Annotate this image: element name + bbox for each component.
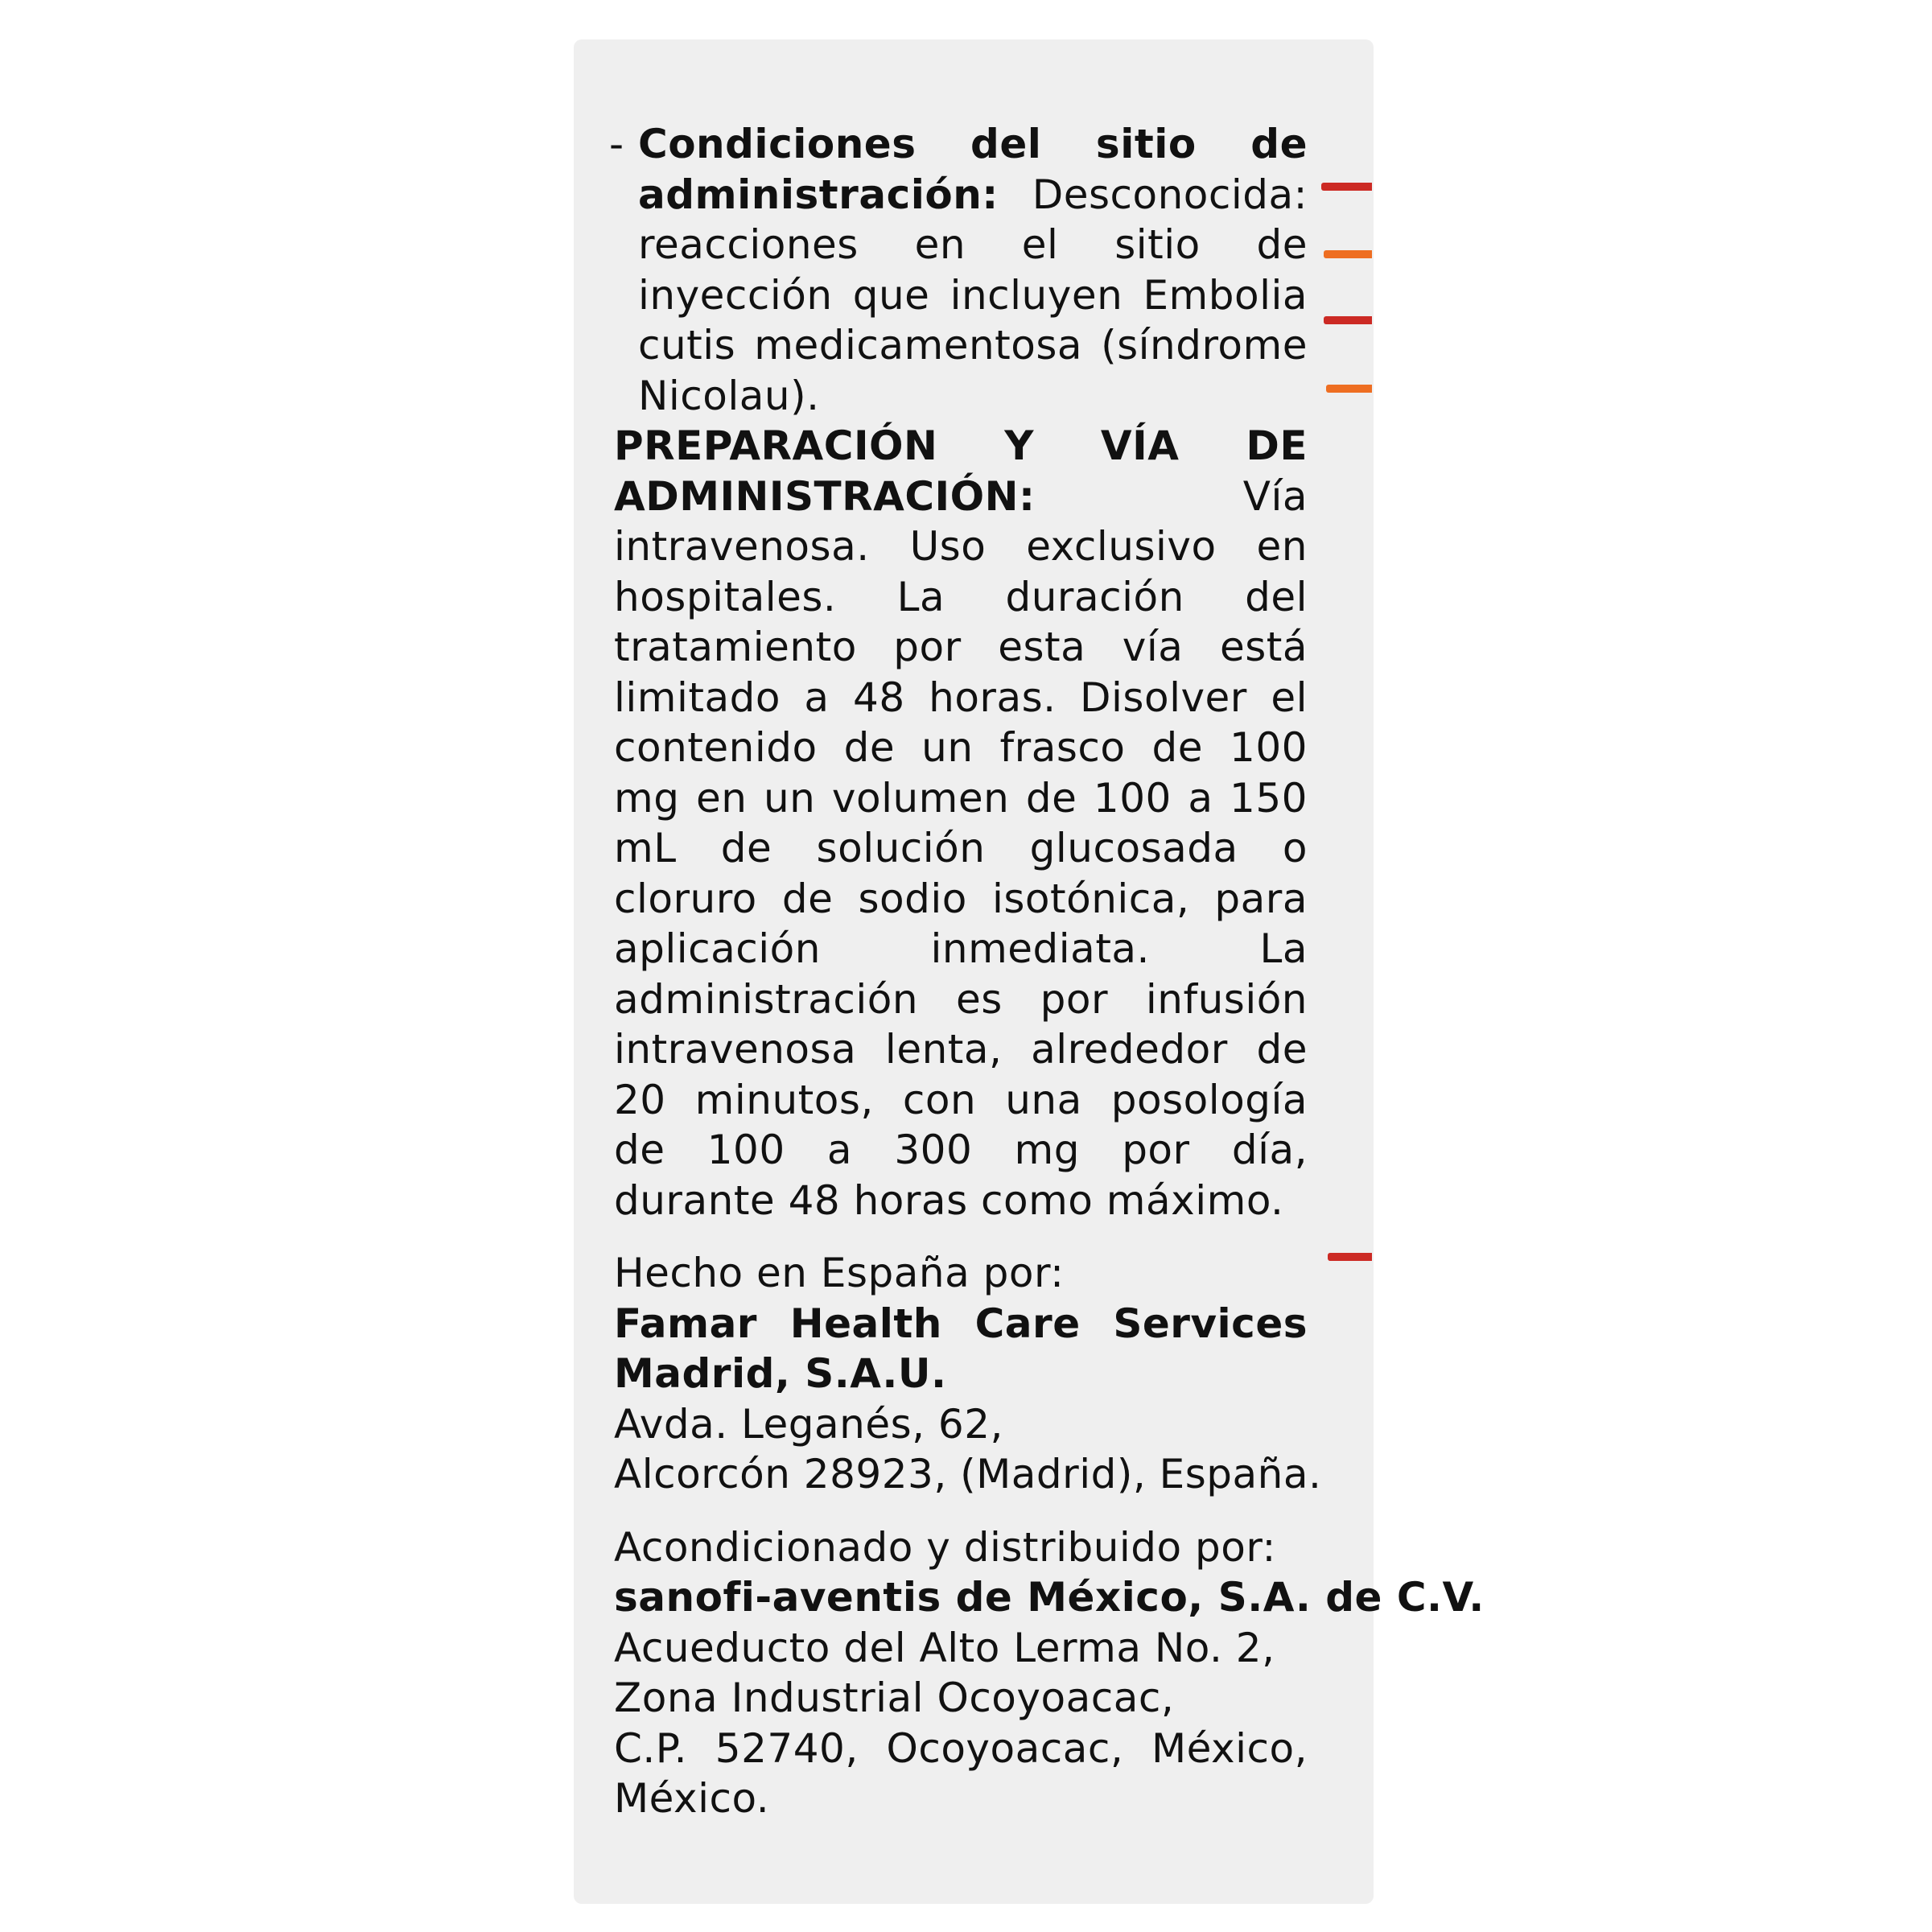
preparation-text: Vía intravenosa. Uso exclusivo en hospitales. La duración del tratamiento por esta vía está limitado a 48 horas. Disolver el contenido de un frasco de 100 mg en un volumen de 100 a 150 mL de solución glucosada o cloruro de sodio isotónica, para aplicación inmediata. La administración es por infusión intravenosa lenta, alrededor de 20 minutos, con una posología de 100 a 300 mg por día, durante 48 horas como máximo. [614,472,1308,1224]
bullet-dash: - [609,121,624,167]
site-conditions-text: Desconocida: reacciones en el sitio de inyección que incluyen Embolia cutis medicamentosa (síndrome Nicolau). [638,171,1308,419]
manufacturer-block [614,1248,1322,1500]
distributor-address-line: Zona Industrial Ocoyoacac, [614,1675,1175,1721]
edge-marker-red [1324,316,1372,324]
manufacturer-name: Famar Health Care Services Madrid, S.A.U. [614,1300,1308,1397]
distributor-block [614,1522,1485,1824]
spacer [614,1226,1308,1248]
site-conditions-paragraph [638,119,1308,421]
label-text-column [609,119,1485,1824]
site-conditions-section [609,119,1308,421]
edge-marker-red [1321,183,1372,191]
manufacturer-address-line: Alcorcón 28923, (Madrid), España. [614,1451,1322,1497]
distributor-address-line: C.P. 52740, Ocoyoacac, México, [614,1724,1308,1772]
preparation-heading: PREPARACIÓN Y VÍA DE ADMINISTRACIÓN: [614,422,1308,520]
manufacturer-address-line: Avda. Leganés, 62, [614,1400,1003,1448]
edge-marker-orange [1326,385,1372,393]
distributor-intro: Acondicionado y distribuido por: [614,1523,1276,1571]
distributor-address-line: Acueducto del Alto Lerma No. 2, [614,1624,1275,1671]
edge-marker-orange [1324,250,1372,258]
spacer [614,1500,1308,1522]
distributor-name: sanofi-aventis de México, S.A. de C.V. [614,1574,1485,1621]
distributor-address-line: México. [614,1775,770,1822]
preparation-paragraph [614,421,1308,1226]
manufacturer-intro: Hecho en España por: [614,1250,1065,1296]
site-conditions-heading: Condiciones del sitio de administración: [638,121,1308,218]
edge-marker-red [1328,1253,1372,1261]
